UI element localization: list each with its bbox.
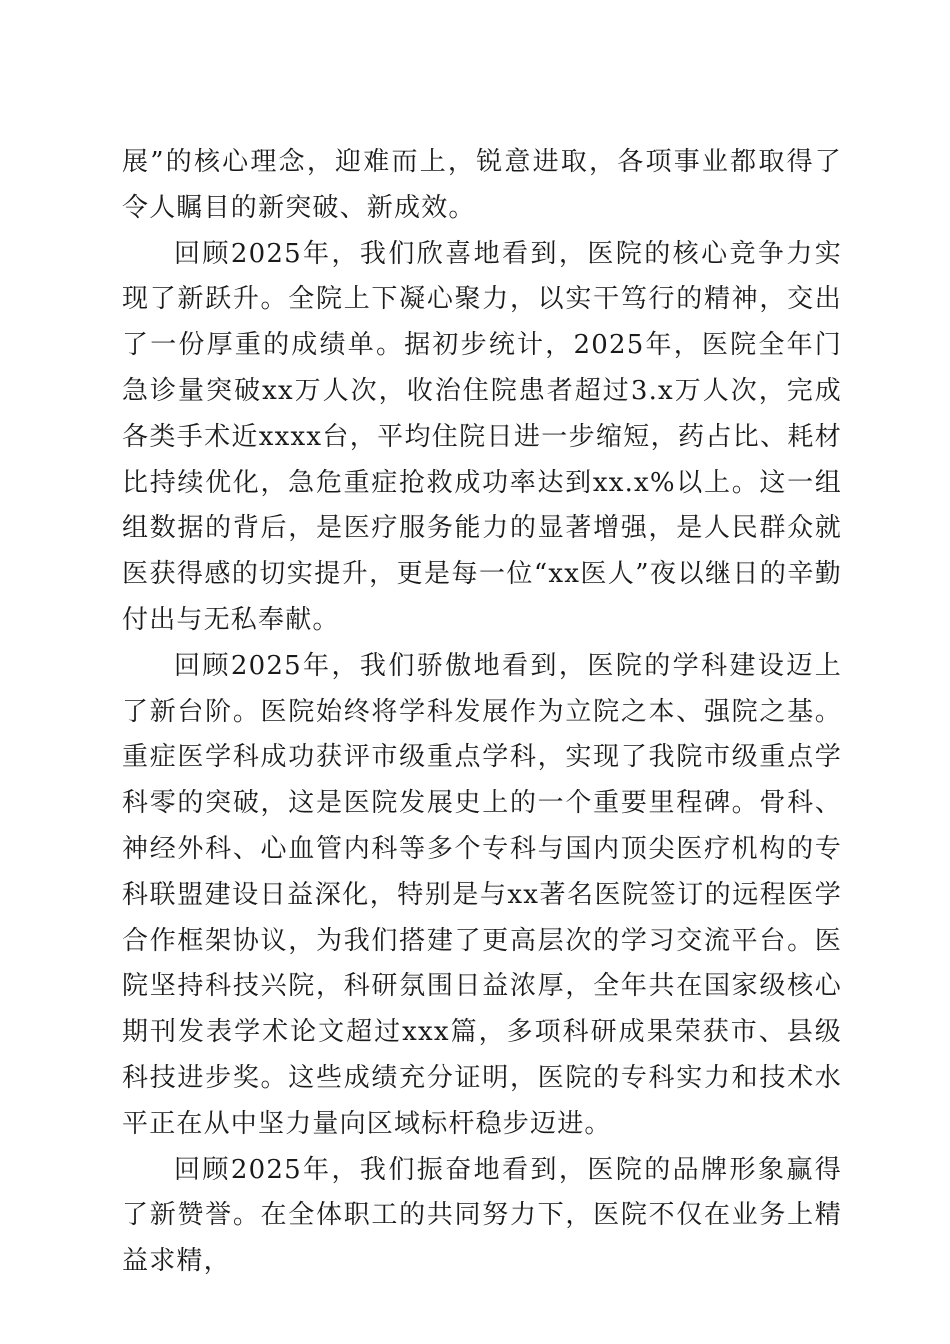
paragraph-continuation: 展”的核心理念，迎难而上，锐意进取，各项事业都取得了令人瞩目的新突破、新成效。 [122,147,842,223]
paragraph-discipline-construction: 回顾2025年，我们骄傲地看到，医院的学科建设迈上了新台阶。医院始终将学科发展作为立院之本、强院之基。重症医学科成功获评市级重点学科，实现了我院市级重点学科零的突破，这是医院发展史上的一个重要里程碑。骨科、神经外科、心血管内科等多个专科与国内顶尖医疗机构的专科联盟建设日益深化，特别是与xx著名医院签订的远程医学合作框架协议，为我们搭建了更高层次的学习交流平台。医院坚持科技兴院，科研氛围日益浓厚，全年共在国家级核心期刊发表学术论文超过xxx篇，多项科研成果荣获市、县级科技进步奖。这些成绩充分证明，医院的专科实力和技术水平正在从中坚力量向区域标杆稳步迈进。 [122,650,842,1139]
paragraph-core-competitiveness: 回顾2025年，我们欣喜地看到，医院的核心竞争力实现了新跃升。全院上下凝心聚力，以实干笃行的精神，交出了一份厚重的成绩单。据初步统计，2025年，医院全年门急诊量突破xx万人次，收治住院患者超过3.x万人次，完成各类手术近xxxx台，平均住院日进一步缩短，药占比、耗材比持续优化，急危重症抢救成功率达到xx.x%以上。这一组组数据的背后，是医疗服务能力的显著增强，是人民群众就医获得感的切实提升，更是每一位“xx医人”夜以继日的辛勤付出与无私奉献。 [122,238,842,635]
paragraph-brand-image: 回顾2025年，我们振奋地看到，医院的品牌形象赢得了新赞誉。在全体职工的共同努力下，医院不仅在业务上精益求精， [122,1154,842,1277]
document-body [122,140,842,1285]
